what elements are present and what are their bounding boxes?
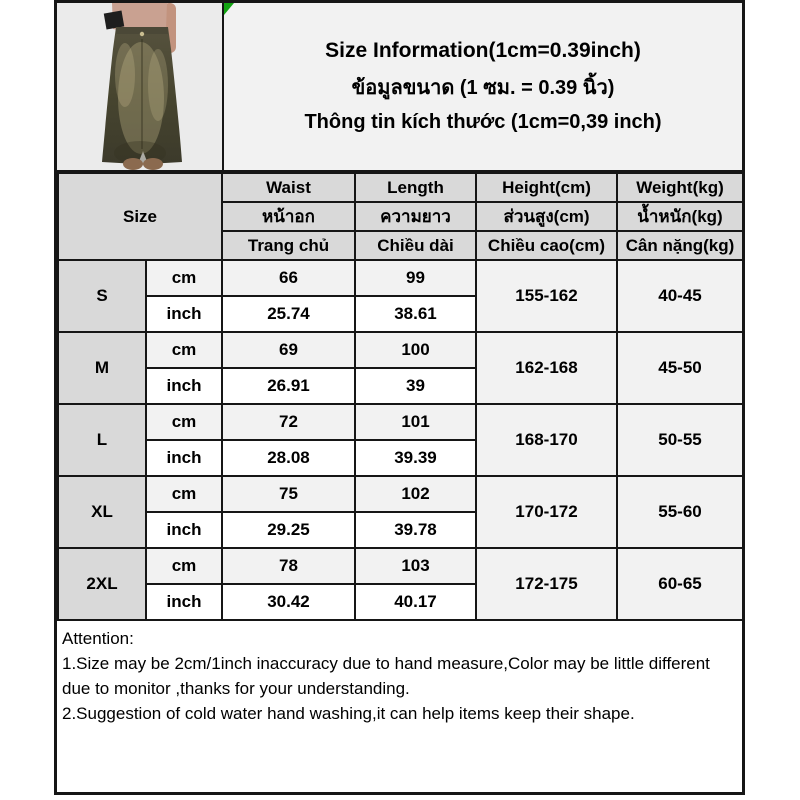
- size-info-title-en: Size Information(1cm=0.39inch): [325, 39, 641, 62]
- unit-cell: cm: [146, 404, 222, 440]
- col-header-weight-vi: Cân nặng(kg): [617, 231, 743, 260]
- height-range: 168-170: [476, 404, 617, 476]
- length-value: 101: [355, 404, 476, 440]
- col-header-height-th: ส่วนสูง(cm): [476, 202, 617, 231]
- weight-range: 45-50: [617, 332, 743, 404]
- waist-value: 30.42: [222, 584, 355, 620]
- length-value: 40.17: [355, 584, 476, 620]
- size-label-cell: L: [58, 404, 146, 476]
- waist-value: 78: [222, 548, 355, 584]
- unit-cell: cm: [146, 332, 222, 368]
- unit-cell: inch: [146, 512, 222, 548]
- waist-value: 28.08: [222, 440, 355, 476]
- size-info-title-panel: [224, 3, 742, 170]
- waist-value: 29.25: [222, 512, 355, 548]
- product-photo: [57, 3, 224, 170]
- length-value: 38.61: [355, 296, 476, 332]
- table-row: [58, 548, 743, 584]
- size-chart-sheet: [54, 0, 745, 795]
- height-range: 155-162: [476, 260, 617, 332]
- weight-range: 60-65: [617, 548, 743, 620]
- length-value: 39: [355, 368, 476, 404]
- waist-value: 25.74: [222, 296, 355, 332]
- col-header-weight-th: น้ำหนัก(kg): [617, 202, 743, 231]
- table-row: [58, 404, 743, 440]
- table-row: [58, 476, 743, 512]
- col-header-length-en: Length: [355, 173, 476, 202]
- unit-cell: cm: [146, 476, 222, 512]
- weight-range: 50-55: [617, 404, 743, 476]
- length-value: 102: [355, 476, 476, 512]
- unit-cell: inch: [146, 368, 222, 404]
- unit-cell: inch: [146, 296, 222, 332]
- col-header-height-vi: Chiều cao(cm): [476, 231, 617, 260]
- col-header-waist-th: หน้าอก: [222, 202, 355, 231]
- col-header-waist-en: Waist: [222, 173, 355, 202]
- waist-value: 26.91: [222, 368, 355, 404]
- unit-cell: cm: [146, 548, 222, 584]
- table-row: [58, 332, 743, 368]
- waist-value: 69: [222, 332, 355, 368]
- size-header-cell: Size: [58, 173, 222, 260]
- unit-cell: inch: [146, 440, 222, 476]
- weight-range: 55-60: [617, 476, 743, 548]
- length-value: 39.39: [355, 440, 476, 476]
- size-label-cell: S: [58, 260, 146, 332]
- col-header-waist-vi: Trang chủ: [222, 231, 355, 260]
- size-table: [57, 172, 744, 621]
- length-value: 39.78: [355, 512, 476, 548]
- attention-heading: Attention:: [62, 629, 134, 648]
- header-row-en: [58, 173, 743, 202]
- weight-range: 40-45: [617, 260, 743, 332]
- green-corner-marker: [224, 3, 234, 15]
- col-header-weight-en: Weight(kg): [617, 173, 743, 202]
- height-range: 170-172: [476, 476, 617, 548]
- unit-cell: cm: [146, 260, 222, 296]
- waist-value: 66: [222, 260, 355, 296]
- table-row: [58, 260, 743, 296]
- jeans-photo-illustration: [57, 3, 222, 170]
- height-range: 162-168: [476, 332, 617, 404]
- size-info-title-th: ข้อมูลขนาด (1 ซม. = 0.39 นิ้ว): [351, 77, 615, 99]
- length-value: 99: [355, 260, 476, 296]
- height-range: 172-175: [476, 548, 617, 620]
- waist-value: 72: [222, 404, 355, 440]
- waist-value: 75: [222, 476, 355, 512]
- attention-line: due to monitor ,thanks for your understanding.: [62, 679, 410, 699]
- top-block: [57, 3, 742, 172]
- col-header-height-en: Height(cm): [476, 173, 617, 202]
- attention-line: 2.Suggestion of cold water hand washing,it can help items keep their shape.: [62, 704, 635, 724]
- length-value: 100: [355, 332, 476, 368]
- length-value: 103: [355, 548, 476, 584]
- size-label-cell: M: [58, 332, 146, 404]
- unit-cell: inch: [146, 584, 222, 620]
- col-header-length-vi: Chiều dài: [355, 231, 476, 260]
- col-header-length-th: ความยาว: [355, 202, 476, 231]
- attention-line: 1.Size may be 2cm/1inch inaccuracy due to hand measure,Color may be little different: [62, 654, 710, 674]
- size-info-title-vi: Thông tin kích thước (1cm=0,39 inch): [304, 111, 662, 133]
- attention-section: [57, 621, 742, 727]
- size-label-cell: XL: [58, 476, 146, 548]
- size-label-cell: 2XL: [58, 548, 146, 620]
